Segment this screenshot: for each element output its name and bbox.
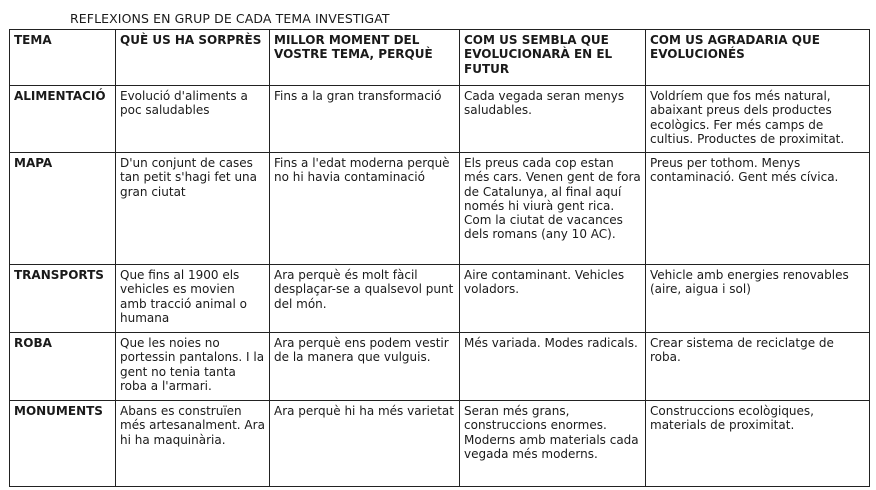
table-cell: Ara perquè ens podem vestir de la manera que vulguis. [270, 333, 460, 401]
table-cell: Preus per tothom. Menys contaminació. Gent més cívica. [646, 153, 870, 265]
table-row [10, 153, 870, 265]
row-topic: MONUMENTS [10, 401, 116, 487]
row-topic: MAPA [10, 153, 116, 265]
table-cell: Que les noies no portessin pantalons. I la gent no tenia tanta roba a l'armari. [116, 333, 270, 401]
header-tema: TEMA [10, 30, 116, 86]
table-cell: Ara perquè hi ha més varietat [270, 401, 460, 487]
row-topic: ROBA [10, 333, 116, 401]
table-cell: Crear sistema de reciclatge de roba. [646, 333, 870, 401]
table-cell: Vehicle amb energies renovables (aire, aigua i sol) [646, 265, 870, 333]
document-title: REFLEXIONS EN GRUP DE CADA TEMA INVESTIGAT [70, 11, 390, 26]
table-cell: Que fins al 1900 els vehicles es movien amb tracció animal o humana [116, 265, 270, 333]
row-topic: ALIMENTACIÓ [10, 86, 116, 153]
table-row [10, 86, 870, 153]
header-evolucio-futur: COM US SEMBLA QUE EVOLUCIONARÀ EN EL FUTUR [460, 30, 646, 86]
table-row [10, 265, 870, 333]
table-cell: Ara perquè és molt fàcil desplaçar-se a qualsevol punt del món. [270, 265, 460, 333]
table-cell: Aire contaminant. Vehicles voladors. [460, 265, 646, 333]
table-cell: Cada vegada seran menys saludables. [460, 86, 646, 153]
table-cell: Més variada. Modes radicals. [460, 333, 646, 401]
header-evolucio-desitjada: COM US AGRADARIA QUE EVOLUCIONÉS [646, 30, 870, 86]
table-cell: Fins a l'edat moderna perquè no hi havia contaminació [270, 153, 460, 265]
header-que-us-ha-sorpres: QUÈ US HA SORPRÈS [116, 30, 270, 86]
table-cell: Seran més grans, construccions enormes. Moderns amb materials cada vegada més moderns. [460, 401, 646, 487]
table-cell: Voldríem que fos més natural, abaixant preus dels productes ecològics. Fer més camps de cultius. Productes de proximitat. [646, 86, 870, 153]
row-topic: TRANSPORTS [10, 265, 116, 333]
header-millor-moment: MILLOR MOMENT DEL VOSTRE TEMA, PERQUÈ [270, 30, 460, 86]
table-cell: Abans es construïen més artesanalment. Ara hi ha maquinària. [116, 401, 270, 487]
reflections-table [9, 29, 870, 487]
table-cell: Evolució d'aliments a poc saludables [116, 86, 270, 153]
table-row [10, 401, 870, 487]
table-cell: D'un conjunt de cases tan petit s'hagi fet una gran ciutat [116, 153, 270, 265]
table-header-row [10, 30, 870, 86]
table-cell: Els preus cada cop estan més cars. Venen gent de fora de Catalunya, al final aquí només hi viurà gent rica. Com la ciutat de vacances dels romans (any 10 AC). [460, 153, 646, 265]
table-row [10, 333, 870, 401]
table-cell: Construccions ecològiques, materials de proximitat. [646, 401, 870, 487]
table-cell: Fins a la gran transformació [270, 86, 460, 153]
